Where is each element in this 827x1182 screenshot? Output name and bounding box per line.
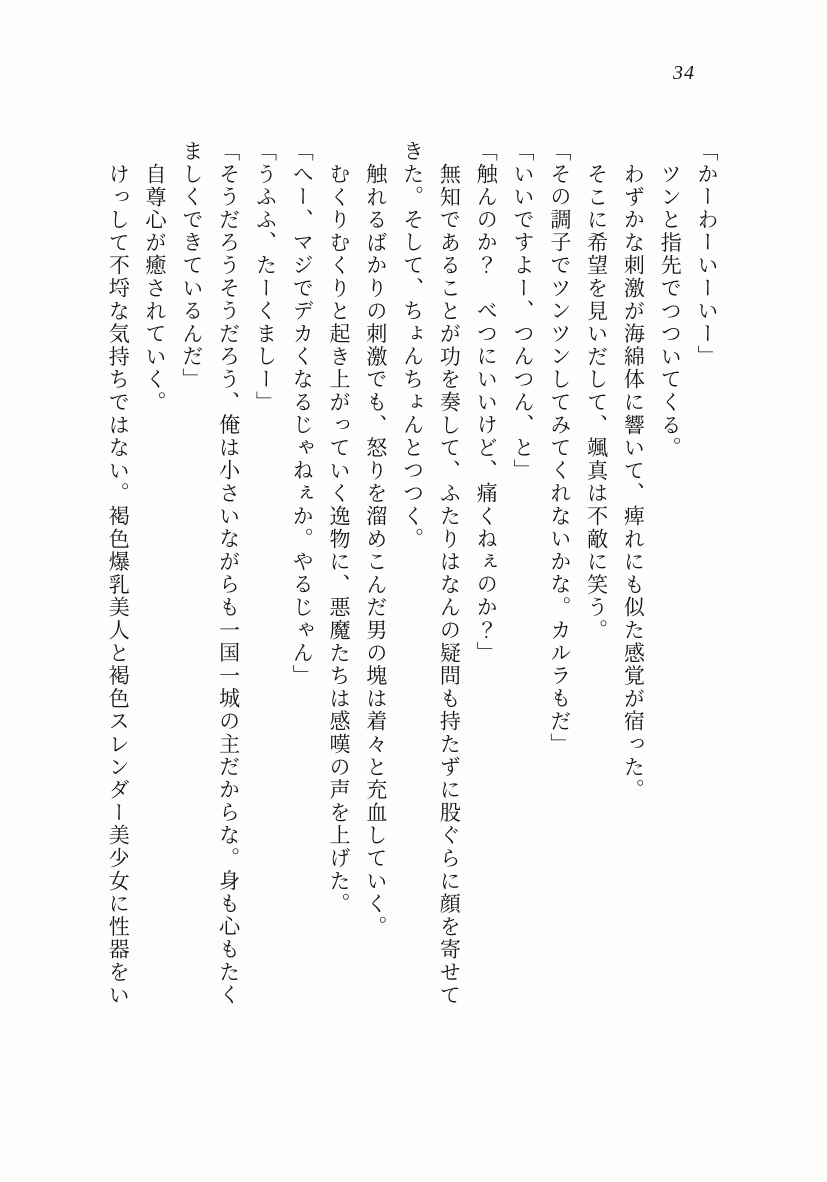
text-line: 無知であることが功を奏して、ふたりはなんの疑問も持たずに股ぐらに顔を寄せて — [437, 163, 462, 1007]
text-line: ましくできているんだ」 — [179, 140, 204, 391]
text-line: ツンと指先でつついてくる。 — [658, 163, 683, 460]
text-line: 「かーわーいーいー」 — [695, 140, 719, 368]
text-line: 自尊心が癒されていく。 — [143, 163, 168, 414]
text-line: 「うふふ、たーくましー」 — [253, 140, 278, 414]
text-line: けっして不埒な気持ちではない。褐色爆乳美人と褐色スレンダー美少女に性器をい — [106, 163, 131, 1007]
text-line: きた。そして、ちょんちょんとつつく。 — [400, 140, 425, 551]
text-line: むくりむくりと起き上がっていく逸物に、悪魔たちは感嘆の声を上げた。 — [327, 163, 352, 916]
text-line: 「そうだろうそうだろう、俺は小さいながらも一国一城の主だからな。身も心もたく — [216, 140, 241, 1007]
page-number: 34 — [673, 62, 695, 84]
page-text — [99, 140, 725, 1072]
text-line: 「触んのか？ べつにいいけど、痛くねぇのか？」 — [474, 140, 499, 665]
text-line: わずかな刺激が海綿体に響いて、痺れにも似た感覚が宿った。 — [621, 163, 646, 802]
text-line: 触れるばかりの刺激でも、怒りを溜めこんだ男の塊は着々と充血していく。 — [363, 163, 388, 939]
text-line: そこに希望を見いだして、颯真は不敵に笑う。 — [584, 163, 609, 642]
text-line: 「その調子でツンツンしてみてくれないかな。カルラもだ」 — [547, 140, 572, 756]
text-line: 「へー、マジでデカくなるじゃねぇか。やるじゃん」 — [290, 140, 315, 688]
text-line: 「いいですよー、つんつん、と」 — [511, 140, 536, 482]
